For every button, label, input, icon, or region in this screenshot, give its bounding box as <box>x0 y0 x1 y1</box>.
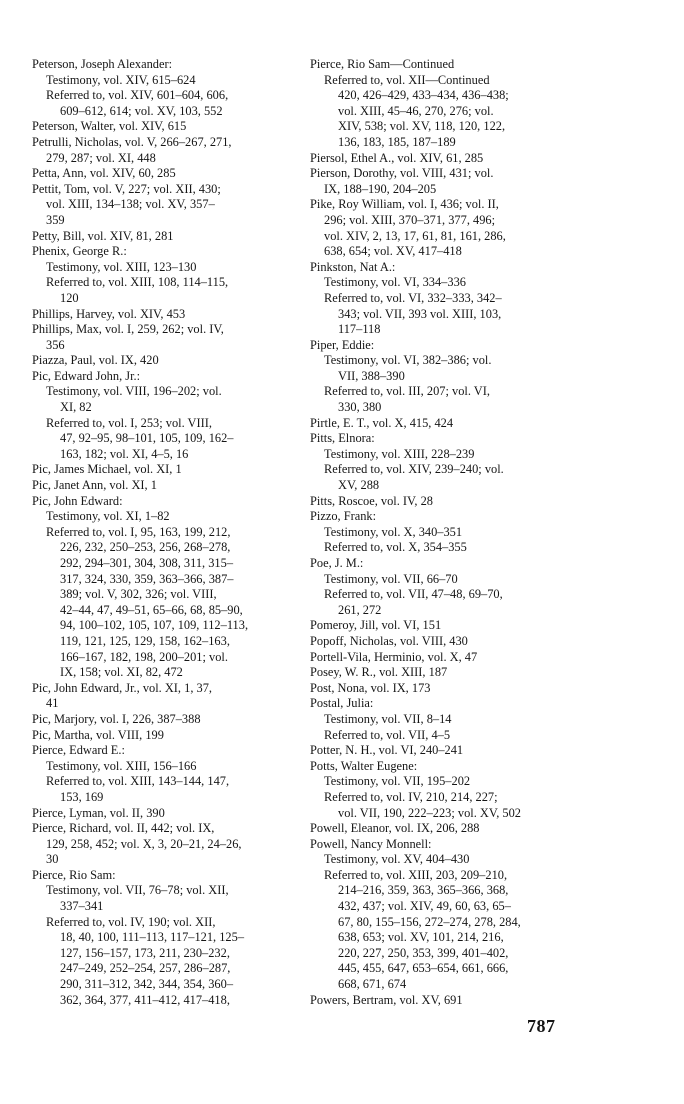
entry-subline: 296; vol. XIII, 370–371, 377, 496; <box>324 212 496 227</box>
entry-heading: Pic, John Edward: <box>32 493 123 508</box>
index-entry <box>32 182 282 229</box>
index-entry <box>310 821 562 837</box>
entry-heading: Pic, Edward John, Jr.: <box>32 368 141 383</box>
index-entry <box>32 462 282 478</box>
entry-subline: 317, 324, 330, 359, 363–366, 387– <box>60 571 234 586</box>
index-entry <box>32 681 282 712</box>
entry-subline: vol. XIV, 2, 13, 17, 61, 81, 161, 286, <box>324 228 506 243</box>
entry-subline: vol. XIII, 45–46, 270, 276; vol. <box>338 103 494 118</box>
entry-subline: Referred to, vol. XIV, 601–604, 606, <box>46 88 229 103</box>
entry-heading: Pic, John Edward, Jr., vol. XI, 1, 37, <box>32 680 212 695</box>
entry-subline: 214–216, 359, 363, 365–366, 368, <box>338 883 509 898</box>
entry-subline: 247–249, 252–254, 257, 286–287, <box>60 961 231 976</box>
entry-heading: Pierce, Richard, vol. II, 442; vol. IX, <box>32 821 215 836</box>
entry-subline: 343; vol. VII, 393 vol. XIII, 103, <box>338 306 502 321</box>
entry-subline: 220, 227, 250, 353, 399, 401–402, <box>338 945 509 960</box>
entry-subline: 42–44, 47, 49–51, 65–66, 68, 85–90, <box>60 602 243 617</box>
entry-subline: Referred to, vol. IV, 190; vol. XII, <box>46 914 216 929</box>
entry-heading: Powell, Eleanor, vol. IX, 206, 288 <box>310 821 480 836</box>
entry-heading: Pierson, Dorothy, vol. VIII, 431; vol. <box>310 166 494 181</box>
entry-subline: Testimony, vol. XIV, 615–624 <box>46 72 196 87</box>
entry-subline: 445, 455, 647, 653–654, 661, 666, <box>338 961 509 976</box>
entry-subline: 638, 654; vol. XV, 417–418 <box>324 244 462 259</box>
entry-heading: Post, Nona, vol. IX, 173 <box>310 680 431 695</box>
entry-heading: Pic, Marjory, vol. I, 226, 387–388 <box>32 711 201 726</box>
entry-heading: Pitts, Elnora: <box>310 431 375 446</box>
entry-heading: Pic, Martha, vol. VIII, 199 <box>32 727 164 742</box>
entry-subline: Testimony, vol. X, 340–351 <box>324 524 463 539</box>
entry-subline: 163, 182; vol. XI, 4–5, 16 <box>60 446 189 461</box>
entry-subline: Testimony, vol. VII, 66–70 <box>324 571 458 586</box>
index-entry <box>310 759 562 821</box>
entry-heading: Petrulli, Nicholas, vol. V, 266–267, 271, <box>32 134 232 149</box>
index-entry <box>310 166 562 197</box>
index-entry <box>32 135 282 166</box>
entry-heading: Petty, Bill, vol. XIV, 81, 281 <box>32 228 174 243</box>
entry-heading: Phillips, Harvey, vol. XIV, 453 <box>32 306 186 321</box>
entry-subline: 279, 287; vol. XI, 448 <box>46 150 156 165</box>
entry-subline: Testimony, vol. VIII, 196–202; vol. <box>46 384 222 399</box>
index-entry <box>310 681 562 697</box>
entry-subline: Referred to, vol. X, 354–355 <box>324 540 467 555</box>
entry-subline: Testimony, vol. VII, 8–14 <box>324 711 452 726</box>
entry-subline: 30 <box>46 852 59 867</box>
index-entry <box>32 728 282 744</box>
entry-subline: 94, 100–102, 105, 107, 109, 112–113, <box>60 618 249 633</box>
index-entry <box>32 821 282 868</box>
entry-heading: Powers, Bertram, vol. XV, 691 <box>310 992 463 1007</box>
index-entry <box>310 556 562 618</box>
entry-heading: Pic, Janet Ann, vol. XI, 1 <box>32 478 157 493</box>
entry-subline: 18, 40, 100, 111–113, 117–121, 125– <box>60 930 245 945</box>
left-column <box>32 57 282 1008</box>
entry-heading: Pettit, Tom, vol. V, 227; vol. XII, 430; <box>32 181 221 196</box>
entry-heading: Pierce, Rio Sam—Continued <box>310 57 455 71</box>
index-entry <box>310 650 562 666</box>
page-number: 787 <box>527 1016 556 1036</box>
index-entry <box>310 665 562 681</box>
entry-subline: 356 <box>46 337 65 352</box>
entry-heading: Poe, J. M.: <box>310 556 364 570</box>
entry-subline: XIV, 538; vol. XV, 118, 120, 122, <box>338 119 506 134</box>
index-entry <box>310 618 562 634</box>
entry-heading: Pierce, Rio Sam: <box>32 867 116 882</box>
index-entry <box>32 494 282 681</box>
entry-subline: 166–167, 182, 198, 200–201; vol. <box>60 649 228 664</box>
index-entry <box>32 478 282 494</box>
entry-subline: 432, 437; vol. XIV, 49, 60, 63, 65– <box>338 899 511 914</box>
entry-subline: Testimony, vol. XIII, 156–166 <box>46 758 197 773</box>
entry-subline: 120 <box>60 290 79 305</box>
index-entry <box>32 229 282 245</box>
index-entry <box>32 57 282 119</box>
index-entry <box>310 494 562 510</box>
entry-subline: 153, 169 <box>60 789 104 804</box>
entry-subline: Testimony, vol. VII, 76–78; vol. XII, <box>46 883 229 898</box>
index-entry <box>310 837 562 993</box>
entry-heading: Pierce, Edward E.: <box>32 743 125 758</box>
index-entry <box>32 307 282 323</box>
entry-subline: XI, 82 <box>60 400 92 415</box>
entry-subline: 638, 653; vol. XV, 101, 214, 216, <box>338 930 504 945</box>
entry-subline: Referred to, vol. VI, 332–333, 342– <box>324 290 502 305</box>
index-entry <box>32 244 282 306</box>
entry-subline: 67, 80, 155–156, 272–274, 278, 284, <box>338 914 521 929</box>
entry-subline: Referred to, vol. VII, 47–48, 69–70, <box>324 587 503 602</box>
entry-subline: 609–612, 614; vol. XV, 103, 552 <box>60 103 223 118</box>
entry-heading: Popoff, Nicholas, vol. VIII, 430 <box>310 633 468 648</box>
entry-subline: Referred to, vol. III, 207; vol. VI, <box>324 384 490 399</box>
entry-subline: 41 <box>46 696 59 711</box>
entry-subline: VII, 388–390 <box>338 368 405 383</box>
entry-subline: Referred to, vol. VII, 4–5 <box>324 727 451 742</box>
index-entry <box>310 197 562 259</box>
index-entry <box>32 369 282 463</box>
index-entry <box>310 509 562 556</box>
index-entry <box>310 743 562 759</box>
entry-subline: Referred to, vol. I, 95, 163, 199, 212, <box>46 524 231 539</box>
entry-heading: Piper, Eddie: <box>310 337 375 352</box>
entry-subline: 292, 294–301, 304, 308, 311, 315– <box>60 556 234 570</box>
entry-subline: 290, 311–312, 342, 344, 354, 360– <box>60 977 234 992</box>
entry-heading: Petta, Ann, vol. XIV, 60, 285 <box>32 166 176 181</box>
entry-subline: 117–118 <box>338 322 381 337</box>
index-entry <box>32 166 282 182</box>
right-column <box>310 57 562 1008</box>
entry-subline: 119, 121, 125, 129, 158, 162–163, <box>60 633 230 648</box>
index-entry <box>32 322 282 353</box>
entry-heading: Pomeroy, Jill, vol. VI, 151 <box>310 618 442 633</box>
entry-subline: vol. XIII, 134–138; vol. XV, 357– <box>46 197 215 212</box>
entry-heading: Phillips, Max, vol. I, 259, 262; vol. IV, <box>32 322 224 337</box>
entry-subline: 330, 380 <box>338 400 382 415</box>
entry-subline: 129, 258, 452; vol. X, 3, 20–21, 24–26, <box>46 836 242 851</box>
entry-heading: Peterson, Walter, vol. XIV, 615 <box>32 119 187 134</box>
entry-subline: 127, 156–157, 173, 211, 230–232, <box>60 945 230 960</box>
entry-subline: Testimony, vol. XIII, 228–239 <box>324 446 475 461</box>
entry-heading: Posey, W. R., vol. XIII, 187 <box>310 665 448 680</box>
entry-subline: Testimony, vol. VI, 334–336 <box>324 275 466 290</box>
entry-heading: Piersol, Ethel A., vol. XIV, 61, 285 <box>310 150 484 165</box>
entry-heading: Postal, Julia: <box>310 696 374 711</box>
entry-subline: Testimony, vol. VII, 195–202 <box>324 774 471 789</box>
index-entry <box>32 743 282 805</box>
entry-subline: Testimony, vol. XIII, 123–130 <box>46 259 197 274</box>
entry-subline: 668, 671, 674 <box>338 977 407 992</box>
index-entry <box>310 431 562 493</box>
index-entry <box>310 151 562 167</box>
entry-subline: Referred to, vol. XIII, 143–144, 147, <box>46 774 230 789</box>
entry-subline: 226, 232, 250–253, 256, 268–278, <box>60 540 231 555</box>
entry-subline: Referred to, vol. XIII, 203, 209–210, <box>324 867 508 882</box>
entry-heading: Pike, Roy William, vol. I, 436; vol. II, <box>310 197 499 212</box>
index-entry <box>310 696 562 743</box>
entry-heading: Pic, James Michael, vol. XI, 1 <box>32 462 182 477</box>
entry-subline: IX, 158; vol. XI, 82, 472 <box>60 665 183 680</box>
entry-subline: 261, 272 <box>338 602 382 617</box>
entry-subline: IX, 188–190, 204–205 <box>324 181 437 196</box>
entry-subline: 359 <box>46 212 65 227</box>
entry-heading: Phenix, George R.: <box>32 244 127 259</box>
entry-heading: Peterson, Joseph Alexander: <box>32 57 173 71</box>
entry-heading: Pitts, Roscoe, vol. IV, 28 <box>310 493 433 508</box>
entry-heading: Portell-Vila, Herminio, vol. X, 47 <box>310 649 478 664</box>
entry-subline: 337–341 <box>60 899 104 914</box>
entry-subline: Testimony, vol. XV, 404–430 <box>324 852 470 867</box>
entry-subline: 362, 364, 377, 411–412, 417–418, <box>60 992 230 1007</box>
entry-heading: Pierce, Lyman, vol. II, 390 <box>32 805 165 820</box>
entry-subline: Testimony, vol. VI, 382–386; vol. <box>324 353 492 368</box>
index-entry <box>310 416 562 432</box>
index-entry <box>310 993 562 1009</box>
index-entry <box>310 634 562 650</box>
index-entry <box>310 57 562 151</box>
index-entry <box>310 260 562 338</box>
index-entry <box>310 338 562 416</box>
entry-heading: Potter, N. H., vol. VI, 240–241 <box>310 743 464 758</box>
entry-subline: 389; vol. V, 302, 326; vol. VIII, <box>60 587 217 602</box>
entry-subline: Testimony, vol. XI, 1–82 <box>46 509 170 524</box>
entry-subline: vol. VII, 190, 222–223; vol. XV, 502 <box>338 805 521 820</box>
entry-subline: Referred to, vol. XIII, 108, 114–115, <box>46 275 229 290</box>
entry-heading: Piazza, Paul, vol. IX, 420 <box>32 353 159 368</box>
index-entry <box>32 712 282 728</box>
index-entry <box>32 353 282 369</box>
entry-heading: Potts, Walter Eugene: <box>310 758 418 773</box>
entry-subline: Referred to, vol. XIV, 239–240; vol. <box>324 462 504 477</box>
entry-heading: Powell, Nancy Monnell: <box>310 836 432 851</box>
entry-subline: XV, 288 <box>338 478 380 493</box>
entry-heading: Pizzo, Frank: <box>310 509 377 524</box>
index-entry <box>32 806 282 822</box>
entry-heading: Pinkston, Nat A.: <box>310 259 396 274</box>
entry-subline: 47, 92–95, 98–101, 105, 109, 162– <box>60 431 234 446</box>
index-entry <box>32 868 282 1008</box>
entry-heading: Pirtle, E. T., vol. X, 415, 424 <box>310 415 454 430</box>
entry-subline: Referred to, vol. I, 253; vol. VIII, <box>46 415 212 430</box>
entry-subline: Referred to, vol. IV, 210, 214, 227; <box>324 789 498 804</box>
entry-subline: 420, 426–429, 433–434, 436–438; <box>338 88 509 103</box>
index-entry <box>32 119 282 135</box>
entry-subline: Referred to, vol. XII—Continued <box>324 72 490 87</box>
entry-subline: 136, 183, 185, 187–189 <box>338 134 456 149</box>
